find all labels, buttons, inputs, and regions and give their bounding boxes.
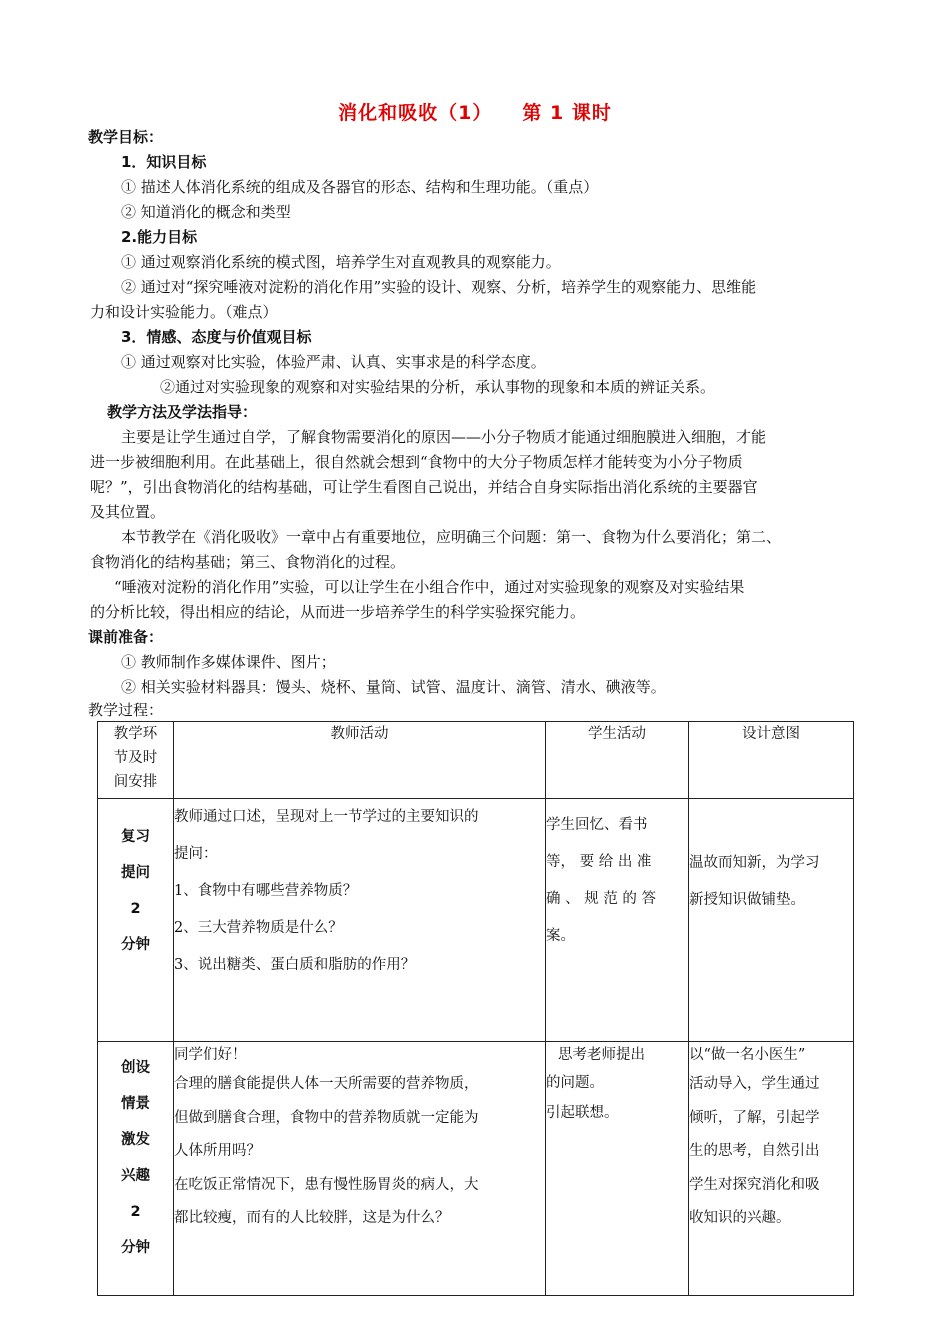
teacher-activity-cell <box>174 1042 546 1296</box>
cell-line: 学生对探究消化和吸 <box>689 1176 820 1193</box>
cell-line: 教师通过口述，呈现对上一节学过的主要知识的 <box>174 809 479 825</box>
stage-text: 兴趣 <box>121 1168 150 1184</box>
header-stage-line: 间安排 <box>113 774 158 790</box>
paragraph-line: 及其位置。 <box>90 503 166 521</box>
table-header-row <box>98 722 854 799</box>
goal-line: ② 通过对“探究唾液对淀粉的消化作用”实验的设计、观察、分析，培养学生的观察能力、思维能 <box>121 278 757 296</box>
teacher-activity-cell <box>174 799 546 1042</box>
paragraph-line: 进一步被细胞利用。在此基础上，很自然就会想到“食物中的大分子物质怎样才能转变为小分子物质 <box>90 453 743 471</box>
stage-text: 情景 <box>121 1096 150 1112</box>
paragraph-line: 的分析比较，得出相应的结论，从而进一步培养学生的科学实验探究能力。 <box>90 603 586 621</box>
cell-line: 同学们好！ <box>174 1047 247 1063</box>
document-title <box>0 98 950 125</box>
preparation-line: ① 教师制作多媒体课件、图片； <box>121 653 336 671</box>
stage-text: 分钟 <box>121 1240 150 1256</box>
cell-line: 生的思考，自然引出 <box>689 1143 820 1159</box>
stage-text: 提问 <box>121 865 150 881</box>
table-row <box>98 799 854 1042</box>
cell-line: 2、三大营养物质是什么？ <box>174 920 343 936</box>
stage-text: 激发 <box>121 1132 150 1148</box>
cell-line: 都比较瘦，而有的人比较胖，这是为什么？ <box>174 1210 450 1226</box>
stage-text: 创设 <box>121 1060 150 1076</box>
goal-line: ② 知道消化的概念和类型 <box>121 203 291 221</box>
cell-line: 在吃饭正常情况下，患有慢性肠胃炎的病人，大 <box>174 1176 479 1193</box>
cell-line: 活动导入，学生通过 <box>689 1076 820 1092</box>
paragraph-line: 本节教学在《消化吸收》一章中占有重要地位，应明确三个问题：第一、食物为什么要消化；第二、 <box>121 528 782 546</box>
heading-teaching-methods: 教学方法及学法指导： <box>107 403 258 421</box>
stage-text: 2 <box>130 901 141 917</box>
paragraph-line: 食物消化的结构基础；第三、食物消化的过程。 <box>90 553 406 571</box>
cell-line: 的问题。 <box>546 1075 604 1091</box>
stage-text: 复习 <box>121 829 150 845</box>
cell-line: 3、说出糖类、蛋白质和脂肪的作用？ <box>174 957 416 973</box>
cell-line: 倾听，了解，引起学 <box>689 1109 820 1126</box>
stage-cell <box>98 1042 174 1296</box>
cell-line: 思考老师提出 <box>558 1047 645 1063</box>
stage-text: 分钟 <box>121 937 150 953</box>
cell-line: 但做到膳食合理，食物中的营养物质就一定能为 <box>174 1109 479 1126</box>
cell-line: 引起联想。 <box>546 1105 619 1121</box>
header-stage-line: 节及时 <box>113 750 158 766</box>
design-intent-cell <box>689 799 854 1042</box>
student-activity-cell <box>546 799 689 1042</box>
cell-line: 合理的膳食能提供人体一天所需要的营养物质， <box>174 1076 479 1092</box>
paragraph-line: “唾液对淀粉的消化作用”实验，可以让学生在小组合作中，通过对实验现象的观察及对实验结果 <box>114 578 745 596</box>
cell-line: 人体所用吗？ <box>174 1143 261 1159</box>
cell-line: 学生回忆、看书 <box>546 817 648 833</box>
goal-line: ②通过对实验现象的观察和对实验结果的分析，承认事物的现象和本质的辨证关系。 <box>160 378 716 396</box>
cell-line: 1、食物中有哪些营养物质？ <box>174 883 358 899</box>
header-student-activity: 学生活动 <box>546 722 689 799</box>
design-intent-cell <box>689 1042 854 1296</box>
student-activity-cell <box>546 1042 689 1296</box>
subheading-knowledge-goals: 1．知识目标 <box>121 153 207 171</box>
header-teacher-activity: 教师活动 <box>174 722 546 799</box>
paragraph-line: 主要是让学生通过自学，了解食物需要消化的原因——小分子物质才能通过细胞膜进入细胞，才能 <box>121 428 767 446</box>
teaching-process-table <box>97 721 854 1296</box>
heading-teaching-goals: 教学目标： <box>88 128 164 146</box>
subheading-attitude-goals: 3．情感、态度与价值观目标 <box>121 328 312 346</box>
goal-line: ① 通过观察对比实验，体验严肃、认真、实事求是的科学态度。 <box>121 353 546 371</box>
preparation-line: ② 相关实验材料器具：馒头、烧杯、量筒、试管、温度计、滴管、清水、碘液等。 <box>121 678 666 696</box>
stage-cell <box>98 799 174 1042</box>
header-design-intent: 设计意图 <box>689 722 854 799</box>
table-row <box>98 1042 854 1296</box>
goal-line: ① 描述人体消化系统的组成及各器官的形态、结构和生理功能。（重点） <box>121 178 599 196</box>
heading-preparation: 课前准备： <box>88 628 164 646</box>
header-stage <box>98 722 174 799</box>
cell-line: 温故而知新，为学习 <box>689 855 820 871</box>
title-main: 消化和吸收（1） <box>338 102 493 124</box>
cell-line: 等， 要 给 出 准 <box>546 854 652 870</box>
subheading-ability-goals: 2.能力目标 <box>121 228 198 246</box>
stage-text: 2 <box>130 1204 141 1220</box>
title-sub: 第 1 课时 <box>522 102 612 124</box>
cell-line: 案。 <box>546 928 575 944</box>
cell-line: 提问： <box>174 846 218 862</box>
heading-teaching-process: 教学过程： <box>88 701 164 719</box>
cell-line: 确 、 规 范 的 答 <box>546 891 657 907</box>
goal-line: ① 通过观察消化系统的模式图，培养学生对直观教具的观察能力。 <box>121 253 561 271</box>
cell-line: 以“做一名小医生” <box>689 1047 806 1063</box>
goal-line: 力和设计实验能力。（难点） <box>90 303 278 321</box>
header-stage-line: 教学环 <box>113 726 158 742</box>
cell-line: 新授知识做铺垫。 <box>689 892 805 908</box>
cell-line: 收知识的兴趣。 <box>689 1210 791 1226</box>
paragraph-line: 呢？”，引出食物消化的结构基础，可让学生看图自己说出，并结合自身实际指出消化系统的主要器官 <box>90 478 758 496</box>
